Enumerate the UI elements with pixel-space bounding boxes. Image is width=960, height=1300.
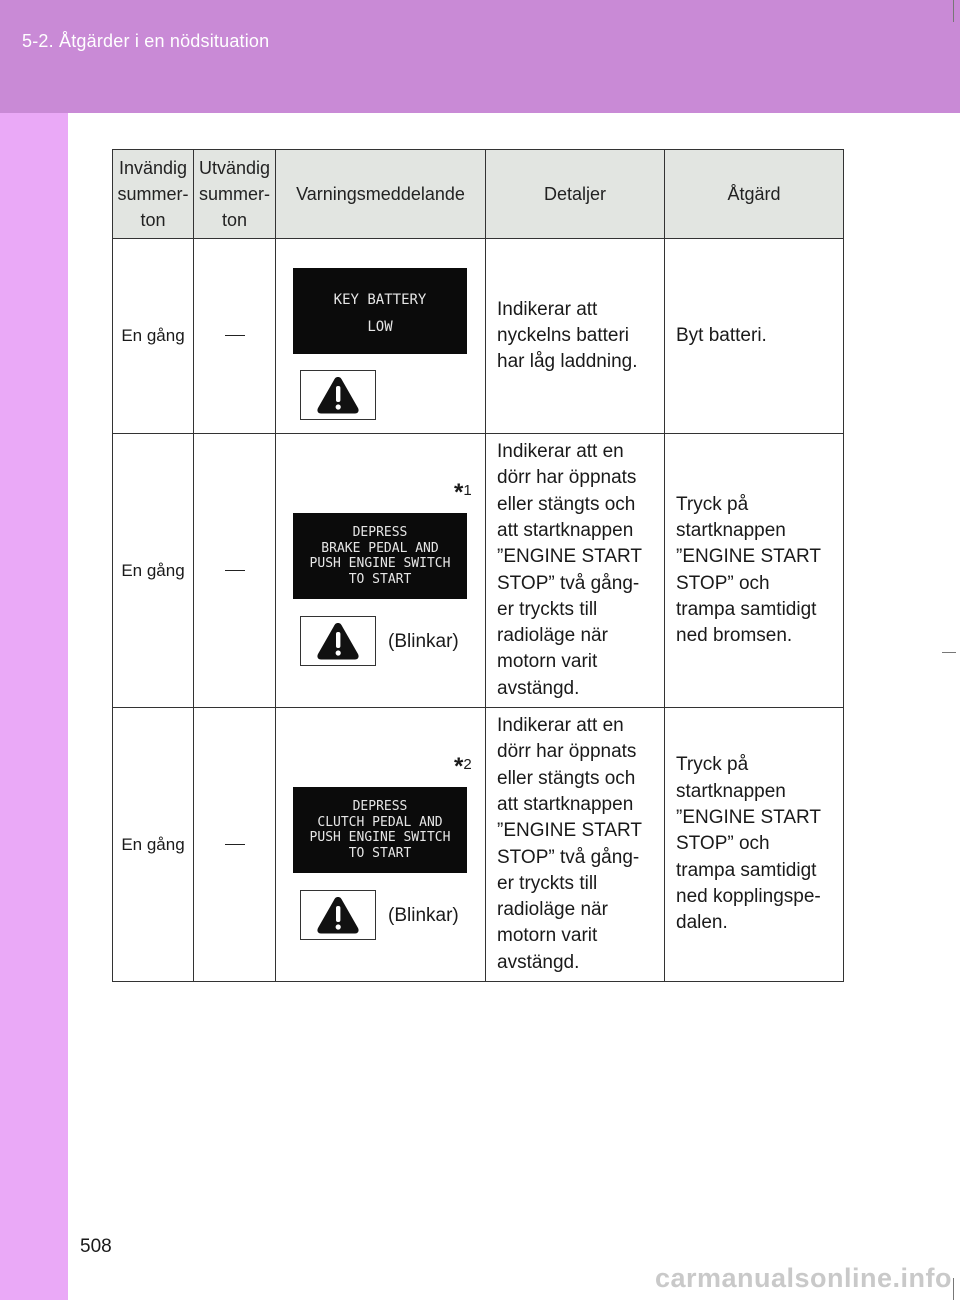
details-line: STOP” två gång- bbox=[497, 846, 640, 868]
display-text-line: DEPRESS bbox=[352, 525, 408, 540]
exterior-buzzer-cell bbox=[194, 434, 276, 708]
action-line: STOP” och bbox=[676, 572, 770, 594]
display-text-line: DEPRESS bbox=[352, 799, 408, 814]
display-text-line: CLUTCH PEDAL AND bbox=[317, 814, 443, 830]
multi-information-display bbox=[293, 787, 467, 873]
display-text-line: KEY BATTERY bbox=[333, 292, 427, 308]
header-details: Detaljer bbox=[486, 150, 665, 239]
header-text: Utvändig bbox=[198, 158, 271, 178]
header-interior-buzzer bbox=[113, 150, 194, 239]
details-line: ”ENGINE START bbox=[497, 546, 642, 568]
details-line: eller stängts och bbox=[497, 767, 636, 789]
action-line: startknappen bbox=[676, 519, 786, 541]
interior-buzzer-cell: En gång bbox=[113, 708, 194, 982]
details-cell bbox=[486, 239, 665, 434]
details-line: dörr har öppnats bbox=[497, 741, 637, 763]
blinking-label: (Blinkar) bbox=[388, 631, 459, 652]
details-line: avstängd. bbox=[497, 677, 580, 699]
crop-mark bbox=[953, 0, 954, 22]
action-line: STOP” och bbox=[676, 833, 770, 855]
table-row bbox=[113, 239, 844, 434]
action-line: ned kopplingspe- bbox=[676, 885, 821, 907]
details-line: STOP” två gång- bbox=[497, 572, 640, 594]
details-line: radioläge när bbox=[497, 899, 608, 921]
details-line: motorn varit bbox=[497, 651, 598, 673]
action-line: ”ENGINE START bbox=[676, 807, 821, 829]
exterior-buzzer-cell bbox=[194, 708, 276, 982]
footnote-star: * bbox=[454, 479, 464, 506]
header-text: Invändig bbox=[118, 158, 188, 178]
details-line: avstängd. bbox=[497, 951, 580, 973]
warning-message-cell bbox=[276, 708, 486, 982]
display-text-line: TO START bbox=[348, 571, 412, 587]
header-text: summer- bbox=[117, 184, 189, 204]
details-line: Indikerar att en bbox=[497, 441, 624, 463]
footnote-marker bbox=[454, 748, 472, 780]
dash-mark bbox=[225, 844, 245, 845]
action-line: ned bromsen. bbox=[676, 625, 793, 647]
action-cell bbox=[665, 708, 844, 982]
section-title: 5-2. Åtgärder i en nödsituation bbox=[22, 31, 270, 51]
multi-information-display bbox=[293, 268, 467, 354]
warning-light-box bbox=[300, 370, 376, 420]
interior-buzzer-cell: En gång bbox=[113, 434, 194, 708]
header-action: Åtgärd bbox=[665, 150, 844, 239]
action-line: dalen. bbox=[676, 912, 728, 934]
exterior-buzzer-cell bbox=[194, 239, 276, 434]
action-line: trampa samtidigt bbox=[676, 598, 817, 620]
details-line: Indikerar att en bbox=[497, 715, 624, 737]
header-text: summer- bbox=[199, 184, 270, 204]
details-cell bbox=[486, 434, 665, 708]
action-line: Byt batteri. bbox=[676, 324, 767, 346]
details-line: har låg laddning. bbox=[497, 351, 638, 373]
side-band bbox=[0, 113, 68, 1300]
action-line: Tryck på bbox=[676, 493, 749, 515]
warning-icon bbox=[316, 621, 360, 661]
details-line: att startknappen bbox=[497, 793, 634, 815]
page-number: 508 bbox=[80, 1236, 112, 1257]
multi-information-display bbox=[293, 513, 467, 599]
action-line: ”ENGINE START bbox=[676, 546, 821, 568]
details-line: att startknappen bbox=[497, 519, 634, 541]
header-text: ton bbox=[221, 210, 248, 230]
display-text-line: TO START bbox=[348, 845, 412, 861]
footnote-star: * bbox=[454, 753, 464, 780]
action-cell bbox=[665, 239, 844, 434]
details-line: motorn varit bbox=[497, 925, 598, 947]
details-line: ”ENGINE START bbox=[497, 820, 642, 842]
table-row bbox=[113, 434, 844, 708]
footnote-number: 1 bbox=[463, 482, 472, 499]
action-line: trampa samtidigt bbox=[676, 859, 817, 881]
details-line: dörr har öppnats bbox=[497, 467, 637, 489]
header-exterior-buzzer bbox=[194, 150, 276, 239]
details-line: nyckelns batteri bbox=[497, 324, 630, 346]
action-cell bbox=[665, 434, 844, 708]
details-line: radioläge när bbox=[497, 625, 608, 647]
header-text: ton bbox=[140, 210, 166, 230]
warning-message-cell bbox=[276, 239, 486, 434]
details-line: eller stängts och bbox=[497, 493, 636, 515]
header-message: Varningsmeddelande bbox=[276, 150, 486, 239]
display-text-line: PUSH ENGINE SWITCH bbox=[309, 556, 451, 571]
details-line: er tryckts till bbox=[497, 872, 598, 894]
footnote-marker bbox=[454, 474, 472, 506]
action-line: Tryck på bbox=[676, 754, 749, 776]
warning-message-cell bbox=[276, 434, 486, 708]
display-text-line: PUSH ENGINE SWITCH bbox=[309, 830, 451, 845]
dash-mark bbox=[225, 335, 245, 336]
display-text-line: BRAKE PEDAL AND bbox=[321, 540, 439, 556]
crop-mark bbox=[942, 652, 956, 653]
crop-mark bbox=[953, 1278, 954, 1300]
warning-light-box bbox=[300, 890, 376, 940]
warning-table bbox=[112, 149, 844, 982]
action-line: startknappen bbox=[676, 780, 786, 802]
warning-light-box bbox=[300, 616, 376, 666]
dash-mark bbox=[225, 570, 245, 571]
warning-icon bbox=[316, 895, 360, 935]
interior-buzzer-cell: En gång bbox=[113, 239, 194, 434]
watermark: carmanualsonline.info bbox=[654, 1263, 952, 1293]
table-header-row bbox=[113, 150, 844, 239]
details-line: Indikerar att bbox=[497, 298, 598, 320]
header-band bbox=[0, 0, 960, 113]
warning-icon bbox=[316, 375, 360, 415]
display-text-line: LOW bbox=[367, 319, 393, 335]
table-row bbox=[113, 708, 844, 982]
details-cell bbox=[486, 708, 665, 982]
details-line: er tryckts till bbox=[497, 598, 598, 620]
blinking-label: (Blinkar) bbox=[388, 905, 459, 926]
footnote-number: 2 bbox=[463, 756, 472, 773]
